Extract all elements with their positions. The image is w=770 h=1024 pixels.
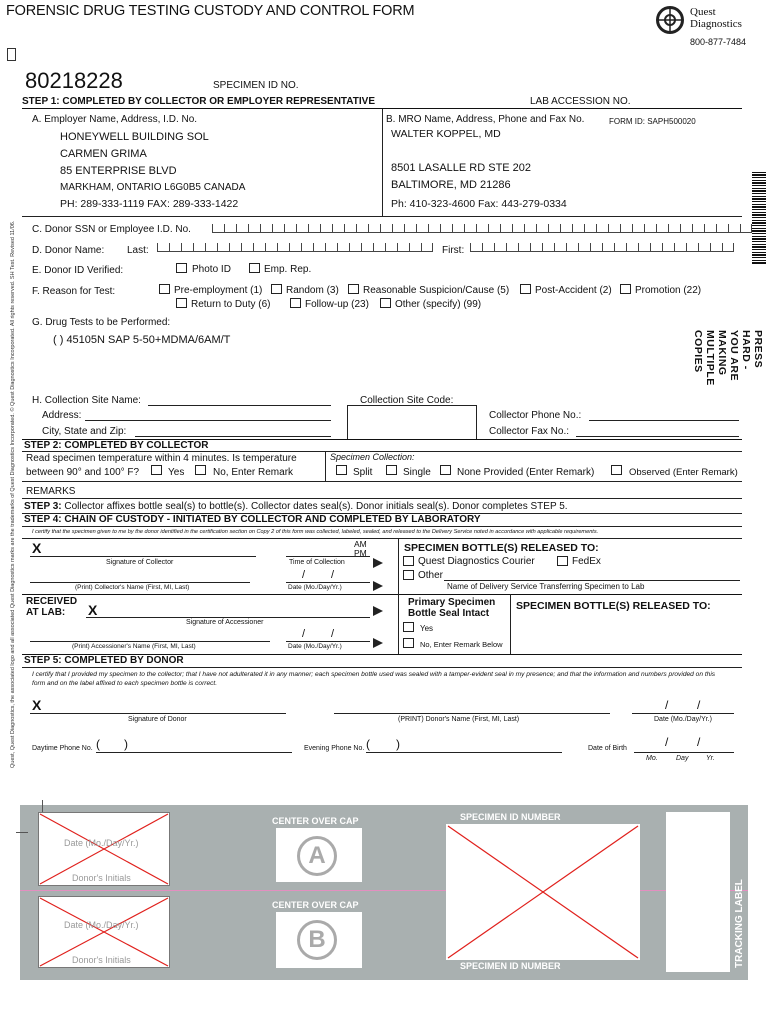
- temp-no-checkbox[interactable]: [195, 465, 206, 475]
- fedex-label: FedEx: [572, 556, 601, 567]
- seal-a-date: Date (Mo./Day/Yr.): [64, 838, 139, 848]
- other-reason-checkbox[interactable]: [380, 298, 391, 308]
- legal-text: Quest, Quest Diagnostics, the associated logo and all associated Quest Diagnostics marks are the trademarks of Quest Diagnostics Incorporated. © Quest Diagnostics Incorporated. All rights reserved. SH Test. Revised 11/06.: [10, 220, 16, 768]
- photo-id-checkbox[interactable]: [176, 263, 187, 273]
- test-item: ( ) 45105N SAP 5-50+MDMA/6AM/T: [53, 334, 231, 346]
- eve-phone-paren-close: ): [396, 737, 400, 751]
- split-label: Split: [353, 467, 373, 478]
- none-provided-label: None Provided (Enter Remark): [457, 467, 595, 478]
- suspicion-checkbox[interactable]: [348, 284, 359, 294]
- follow-up-checkbox[interactable]: [290, 298, 301, 308]
- seal-yes-label: Yes: [420, 624, 434, 633]
- lab-arrow-2: [373, 638, 383, 648]
- employer-line-2: CARMEN GRIMA: [60, 148, 147, 160]
- remarks-label: REMARKS: [26, 486, 76, 497]
- delivery-service-label: Name of Delivery Service Transferring Specimen to Lab: [447, 582, 645, 591]
- received-label-1: RECEIVED: [26, 596, 78, 607]
- step1-title: STEP 1: COMPLETED BY COLLECTOR OR EMPLOYER REPRESENTATIVE: [22, 96, 376, 107]
- spec-id-bottom: SPECIMEN ID NUMBER: [460, 961, 561, 971]
- collector-x: X: [32, 540, 42, 556]
- step5-title: STEP 5: COMPLETED BY DONOR: [24, 655, 184, 666]
- step2-title: STEP 2: COMPLETED BY COLLECTOR: [24, 440, 209, 451]
- employer-line-3: 85 ENTERPRISE BLVD: [60, 165, 177, 177]
- crop-mark-top: [42, 800, 43, 812]
- primary-seal-2: Bottle Seal Intact: [408, 608, 490, 619]
- employer-line-4: MARKHAM, ONTARIO L6G0B5 CANADA: [60, 182, 246, 193]
- temp-text-2: between 90° and 100° F?: [26, 467, 140, 478]
- dob-yr: Yr.: [706, 755, 715, 762]
- step3-instructions: Collector affixes bottle seal(s) to bottle(s). Collector dates seal(s). Donor initials seal(s). Donor completes STEP 5.: [64, 501, 568, 512]
- step5-certify: [32, 670, 722, 688]
- mro-line-4: Ph: 410-323-4600 Fax: 443-279-0334: [391, 198, 567, 210]
- single-label: Single: [403, 467, 431, 478]
- single-checkbox[interactable]: [386, 465, 397, 475]
- print-collector-label: (Print) Collector's Name (First, MI, Last): [75, 584, 190, 591]
- logo-quest-text: Quest: [690, 6, 716, 18]
- specimen-number: 80218228: [25, 68, 123, 93]
- donor-date-slash-2: /: [697, 698, 701, 712]
- seal-a-initials: Donor's Initials: [72, 873, 131, 883]
- primary-seal-1: Primary Specimen: [408, 597, 496, 608]
- return-duty-checkbox[interactable]: [176, 298, 187, 308]
- cap-b-circle: B: [297, 920, 337, 960]
- crop-mark-left: [16, 832, 28, 833]
- ssn-label: C. Donor SSN or Employee I.D. No.: [32, 224, 191, 235]
- temp-yes-label: Yes: [168, 467, 185, 478]
- tracking-label: TRACKING LABEL: [734, 879, 745, 968]
- eve-phone-paren-open: (: [366, 737, 370, 751]
- collector-fax-label: Collector Fax No.:: [489, 426, 570, 437]
- employer-label: A. Employer Name, Address, I.D. No.: [32, 114, 198, 125]
- collector-date-slash-1: /: [302, 569, 306, 581]
- spec-id-void-mark: [446, 824, 640, 960]
- promotion-checkbox[interactable]: [620, 284, 631, 294]
- step4-title: STEP 4: CHAIN OF CUSTODY - INITIATED BY COLLECTOR AND COMPLETED BY LABORATORY: [24, 514, 481, 525]
- spec-id-top: SPECIMEN ID NUMBER: [460, 812, 561, 822]
- address-label: Address:: [42, 410, 82, 421]
- pre-employment-checkbox[interactable]: [159, 284, 170, 294]
- dob-day: Day: [676, 755, 689, 762]
- quest-logo: [656, 6, 684, 34]
- dob-slash-2: /: [697, 735, 701, 749]
- last-name-comb[interactable]: [157, 243, 433, 255]
- observed-checkbox[interactable]: [611, 465, 622, 475]
- center-cap-a: CENTER OVER CAP: [272, 816, 359, 826]
- collector-date-label: Date (Mo./Day/Yr.): [288, 584, 342, 591]
- post-accident-label: Post-Accident (2): [535, 285, 612, 296]
- ssn-comb[interactable]: [212, 224, 752, 236]
- missing-glyph-box: [7, 48, 16, 61]
- print-accessioner-label: (Print) Accessioner's Name (First, MI, Last): [72, 643, 196, 650]
- lab-date-slash-1: /: [302, 628, 306, 640]
- observed-label: Observed (Enter Remark): [629, 467, 738, 478]
- promotion-label: Promotion (22): [635, 285, 702, 296]
- emp-rep-checkbox[interactable]: [249, 263, 260, 273]
- seal-no-checkbox[interactable]: [403, 638, 414, 648]
- step4-certify: I certify that the specimen given to me by the donor identified in the certification section on Copy 2 of this form was collected, labeled, sealed, and released to the Delivery Service noted in accordance with applicable requirements.: [32, 529, 599, 535]
- mro-line-3: BALTIMORE, MD 21286: [391, 179, 511, 191]
- released-to-title: SPECIMEN BOTTLE(S) RELEASED TO:: [404, 542, 599, 554]
- follow-up-label: Follow-up (23): [305, 299, 369, 310]
- site-name-label: H. Collection Site Name:: [32, 395, 141, 406]
- none-provided-checkbox[interactable]: [440, 465, 451, 475]
- step5-certify-text: I certify that I provided my specimen to the collector; that I have not adulterated it in any manner; each specimen bottle used was sealed with a tamper-evident seal in my presence; and that the information and numbers provided on this form and on the label affixed to each specimen bottle is correct.: [32, 671, 716, 687]
- mro-line-2: 8501 LASALLE RD STE 202: [391, 162, 532, 174]
- released-to-title-2: SPECIMEN BOTTLE(S) RELEASED TO:: [516, 600, 711, 612]
- random-label: Random (3): [286, 285, 339, 296]
- emp-rep-label: Emp. Rep.: [264, 264, 312, 275]
- lab-date-label: Date (Mo./Day/Yr.): [288, 643, 342, 650]
- tracking-box: [666, 812, 730, 972]
- first-label: First:: [442, 245, 465, 256]
- quest-phone: 800-877-7484: [690, 37, 747, 47]
- return-duty-label: Return to Duty (6): [191, 299, 271, 310]
- dob-label: Date of Birth: [588, 745, 627, 752]
- am-label: AM: [354, 539, 367, 549]
- seal-b-initials: Donor's Initials: [72, 955, 131, 965]
- form-title: FORENSIC DRUG TESTING CUSTODY AND CONTROL FORM: [6, 3, 415, 19]
- post-accident-checkbox[interactable]: [520, 284, 531, 294]
- donor-name-label: D. Donor Name:: [32, 245, 105, 256]
- employer-line-1: HONEYWELL BUILDING SOL: [60, 131, 209, 143]
- collector-phone-label: Collector Phone No.:: [489, 410, 582, 421]
- step3-label: STEP 3:: [24, 501, 62, 512]
- temp-no-label: No, Enter Remark: [213, 467, 294, 478]
- collector-arrow-1: [373, 558, 383, 568]
- time-collection-label: Time of Collection: [289, 559, 345, 566]
- lab-arrow-1: [373, 606, 383, 616]
- employer-line-5: PH: 289-333-1119 FAX: 289-333-1422: [60, 198, 239, 210]
- quest-courier-label: Quest Diagnostics Courier: [418, 556, 535, 567]
- logo-diagnostics-text: Diagnostics: [690, 18, 742, 30]
- dob-slash-1: /: [665, 735, 669, 749]
- day-phone-paren-open: (: [96, 737, 100, 751]
- tests-label: G. Drug Tests to be Performed:: [32, 317, 171, 328]
- sig-donor-label: Signature of Donor: [128, 716, 187, 723]
- specimen-collection-label: Specimen Collection:: [330, 452, 415, 462]
- mro-line-1: WALTER KOPPEL, MD: [391, 128, 501, 140]
- seal-no-label: No, Enter Remark Below: [420, 640, 503, 649]
- step3-text: [24, 501, 568, 512]
- donor-x: X: [32, 697, 42, 713]
- lab-date-slash-2: /: [331, 628, 335, 640]
- suspicion-label: Reasonable Suspicion/Cause (5): [363, 285, 510, 296]
- print-donor-label: (PRINT) Donor's Name (First, MI, Last): [398, 716, 520, 723]
- center-cap-b: CENTER OVER CAP: [272, 900, 359, 910]
- day-phone-paren-close: ): [124, 737, 128, 751]
- collector-date-slash-2: /: [331, 569, 335, 581]
- donor-date-label: Date (Mo./Day/Yr.): [654, 716, 712, 723]
- barcode: [752, 172, 766, 264]
- other-reason-label: Other (specify) (99): [395, 299, 482, 310]
- other-courier-label: Other: [418, 570, 444, 581]
- lab-accession-label: LAB ACCESSION NO.: [530, 96, 631, 107]
- cap-a-circle: A: [297, 836, 337, 876]
- collector-arrow-2: [373, 581, 383, 591]
- reason-label: F. Reason for Test:: [32, 286, 116, 297]
- accessioner-x: X: [88, 602, 98, 618]
- sig-collector-label: Signature of Collector: [106, 559, 174, 566]
- first-name-comb[interactable]: [470, 243, 734, 255]
- mro-label: B. MRO Name, Address, Phone and Fax No.: [386, 114, 585, 125]
- site-code-box[interactable]: [347, 405, 477, 439]
- other-courier-checkbox[interactable]: [403, 570, 414, 580]
- split-checkbox[interactable]: [336, 465, 347, 475]
- pre-employment-label: Pre-employment (1): [174, 285, 263, 296]
- last-label: Last:: [127, 245, 149, 256]
- specimen-id-label: SPECIMEN ID NO.: [213, 80, 299, 91]
- quest-courier-checkbox[interactable]: [403, 556, 414, 566]
- eve-phone-label: Evening Phone No.: [304, 745, 365, 752]
- seal-b-date: Date (Mo./Day/Yr.): [64, 920, 139, 930]
- press-hard-text: PRESS HARD - YOU ARE MAKING MULTIPLE COPIES: [692, 330, 764, 386]
- sig-accessioner-label: Signature of Accessioner: [186, 619, 264, 626]
- temp-yes-checkbox[interactable]: [151, 465, 162, 475]
- form-id: FORM ID: SAPH500020: [609, 117, 696, 126]
- day-phone-label: Daytime Phone No.: [32, 745, 93, 752]
- city-label: City, State and Zip:: [42, 426, 127, 437]
- verified-label: E. Donor ID Verified:: [32, 265, 124, 276]
- received-label-2: AT LAB:: [26, 607, 66, 618]
- dob-mo: Mo.: [646, 755, 658, 762]
- random-checkbox[interactable]: [271, 284, 282, 294]
- donor-date-slash-1: /: [665, 698, 669, 712]
- pm-label: PM: [354, 548, 367, 558]
- temp-text-1: Read specimen temperature within 4 minutes. Is temperature: [26, 453, 297, 464]
- site-code-label: Collection Site Code:: [360, 395, 454, 406]
- seal-yes-checkbox[interactable]: [403, 622, 414, 632]
- photo-id-label: Photo ID: [192, 264, 231, 275]
- fedex-checkbox[interactable]: [557, 556, 568, 566]
